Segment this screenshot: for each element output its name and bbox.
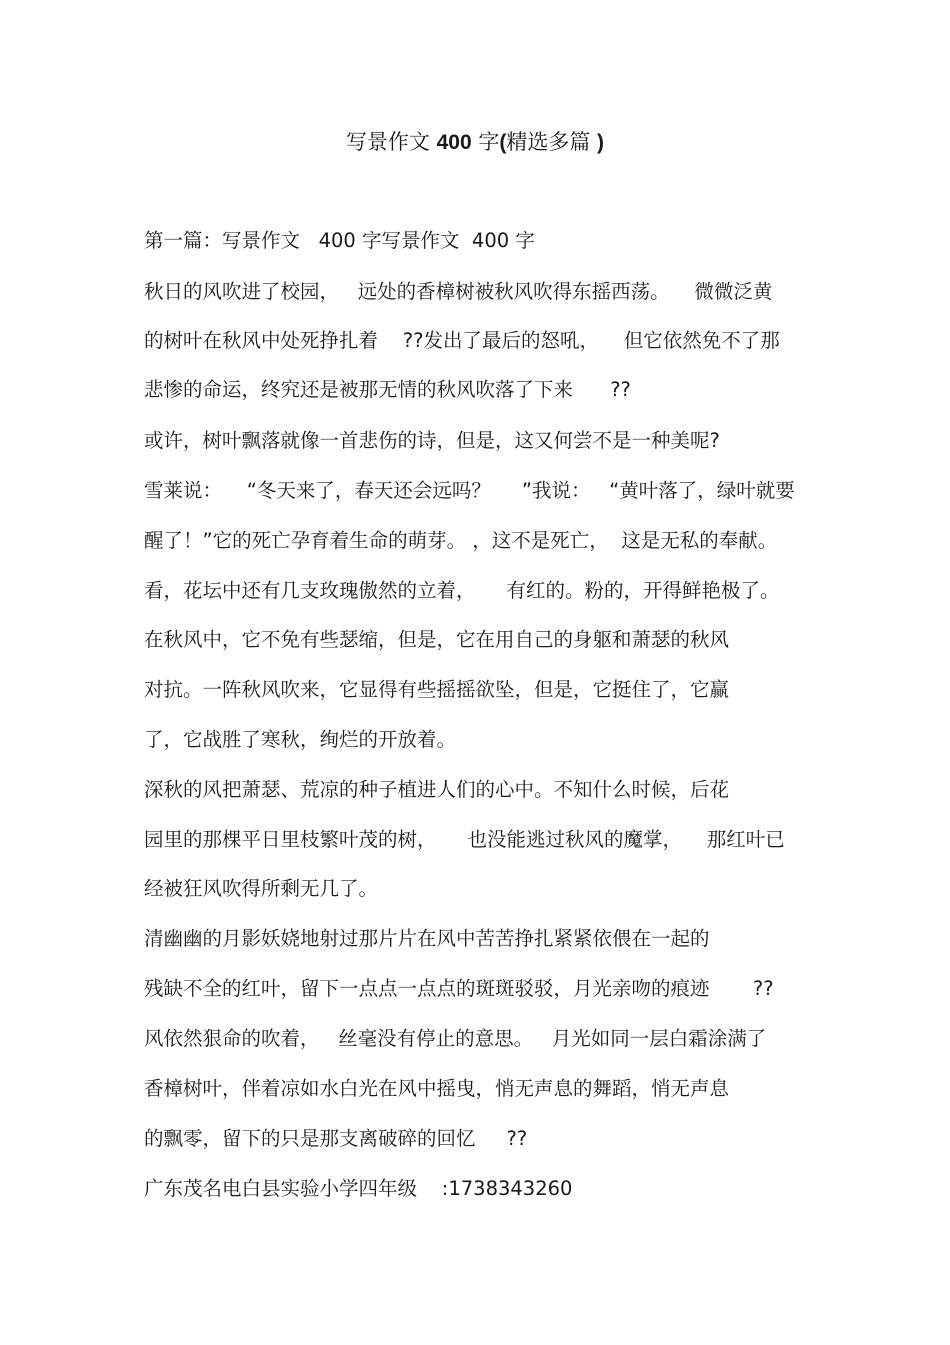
title-text: 写景作文 <box>345 130 437 154</box>
text-line: 雪莱说： “冬天来了，春天还会远吗？ ”我说： “黄叶落了，绿叶就要 <box>144 479 795 502</box>
title-text: 精选多篇 <box>506 130 598 154</box>
text-line: 的树叶在秋风中处死挣扎着 ??发出了最后的怒吼， 但它依然免不了那 <box>144 329 780 352</box>
author-line: 广东茂名电白县实验小学四年级 :1738343260 <box>144 1177 573 1200</box>
section-heading: 第一篇：写景作文 400 字写景作文 400 字 <box>144 229 535 252</box>
text-line: 在秋风中，它不免有些瑟缩，但是，它在用自己的身躯和萧瑟的秋风 <box>144 628 730 651</box>
text-line: 残缺不全的红叶，留下一点点一点点的斑斑驳驳，月光亲吻的痕迹 ?? <box>144 977 774 1000</box>
title-paren: ) <box>597 131 605 154</box>
text-line: 深秋的风把萧瑟、荒凉的种子植进人们的心中。不知什么时候，后花 <box>144 778 730 801</box>
text-line: 经被狂风吹得所剩无几了。 <box>144 877 379 900</box>
document-title <box>0 124 950 161</box>
text-line: 或许，树叶飘落就像一首悲伤的诗，但是，这又何尝不是一种美呢? <box>144 429 720 452</box>
text-line: 香樟树叶，伴着凉如水白光在风中摇曳，悄无声息的舞蹈，悄无声息 <box>144 1077 730 1100</box>
text-line: 醒了！”它的死亡孕育着生命的萌芽。 ，这不是死亡， 这是无私的奉献。 <box>144 529 778 552</box>
text-line: 的飘零，留下的只是那支离破碎的回忆 ?? <box>144 1127 528 1150</box>
text-line: 园里的那棵平日里枝繁叶茂的树， 也没能逃过秋风的魔掌， 那红叶已 <box>144 828 785 851</box>
text-line: 了，它战胜了寒秋，绚烂的开放着。 <box>144 728 457 751</box>
title-text: 字 <box>471 130 500 154</box>
text-line: 悲惨的命运，终究还是被那无情的秋风吹落了下来 ?? <box>144 378 631 401</box>
title-paren: ( <box>499 131 507 154</box>
title-number: 400 <box>436 131 472 154</box>
text-line: 对抗。一阵秋风吹来，它显得有些摇摇欲坠，但是，它挺住了，它赢 <box>144 678 730 701</box>
text-line: 看，花坛中还有几支玫瑰傲然的立着， 有红的。粉的，开得鲜艳极了。 <box>144 579 780 602</box>
text-line: 风依然狠命的吹着， 丝毫没有停止的意思。 月光如同一层白霜涂满了 <box>144 1027 767 1050</box>
text-line: 秋日的风吹进了校园， 远处的香樟树被秋风吹得东摇西荡。 微微泛黄 <box>144 280 773 303</box>
text-line: 清幽幽的月影妖娆地射过那片片在风中苦苦挣扎紧紧依偎在一起的 <box>144 927 710 950</box>
